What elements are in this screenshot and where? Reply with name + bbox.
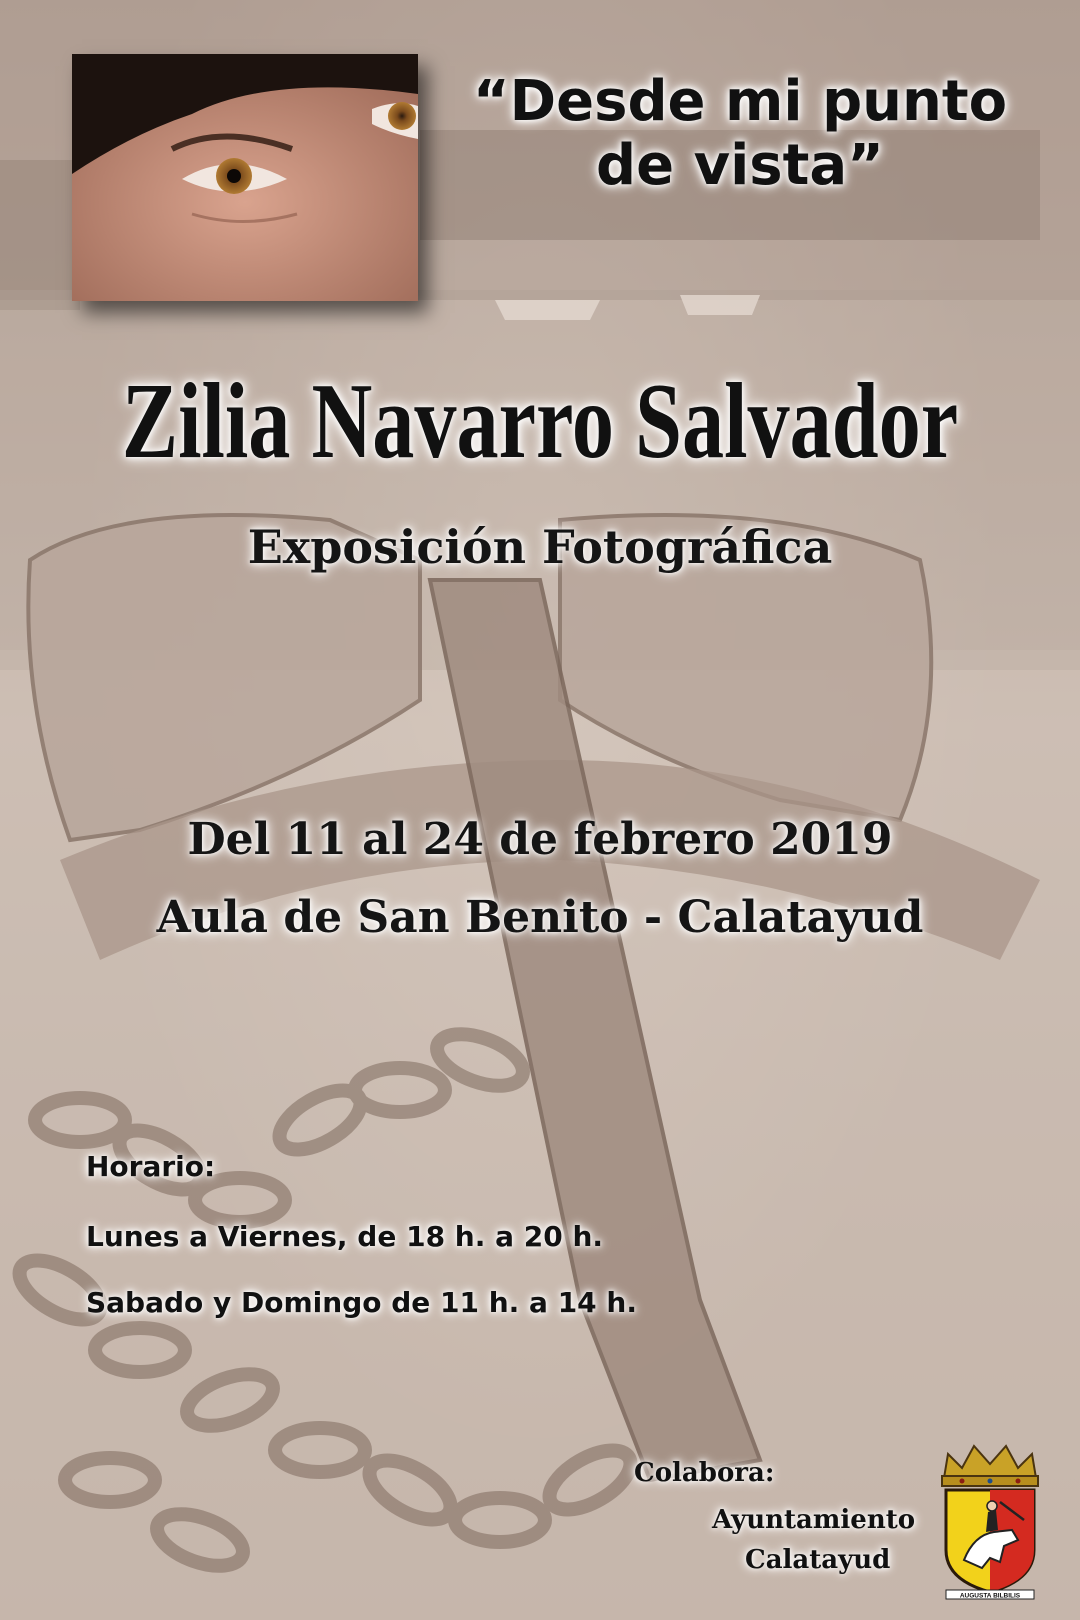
exhibition-venue: Aula de San Benito - Calatayud [156, 892, 924, 943]
title-line-1: “Desde mi punto [472, 69, 1008, 134]
exhibition-dates: Del 11 al 24 de febrero 2019 [187, 814, 893, 865]
artist-name: Zilia Navarro Salvador [121, 362, 959, 481]
exhibition-subtitle: Exposición Fotográfica [247, 520, 833, 574]
exhibition-title [430, 70, 1050, 198]
sponsor-org-line-2: Calatayud [745, 1545, 891, 1575]
schedule-weekend: Sabado y Domingo de 11 h. a 14 h. [86, 1286, 637, 1319]
sponsor-label: Colabora: [634, 1458, 775, 1488]
city-crest-logo [934, 1440, 1046, 1600]
schedule-weekdays: Lunes a Viernes, de 18 h. a 20 h. [86, 1220, 604, 1253]
portrait-photo [72, 54, 418, 301]
schedule-heading: Horario: [86, 1150, 216, 1183]
title-line-2: de vista” [596, 133, 884, 198]
sponsor-org-line-1: Ayuntamiento [712, 1505, 916, 1535]
crest-motto: AUGUSTA BILBILIS [959, 1592, 1021, 1600]
